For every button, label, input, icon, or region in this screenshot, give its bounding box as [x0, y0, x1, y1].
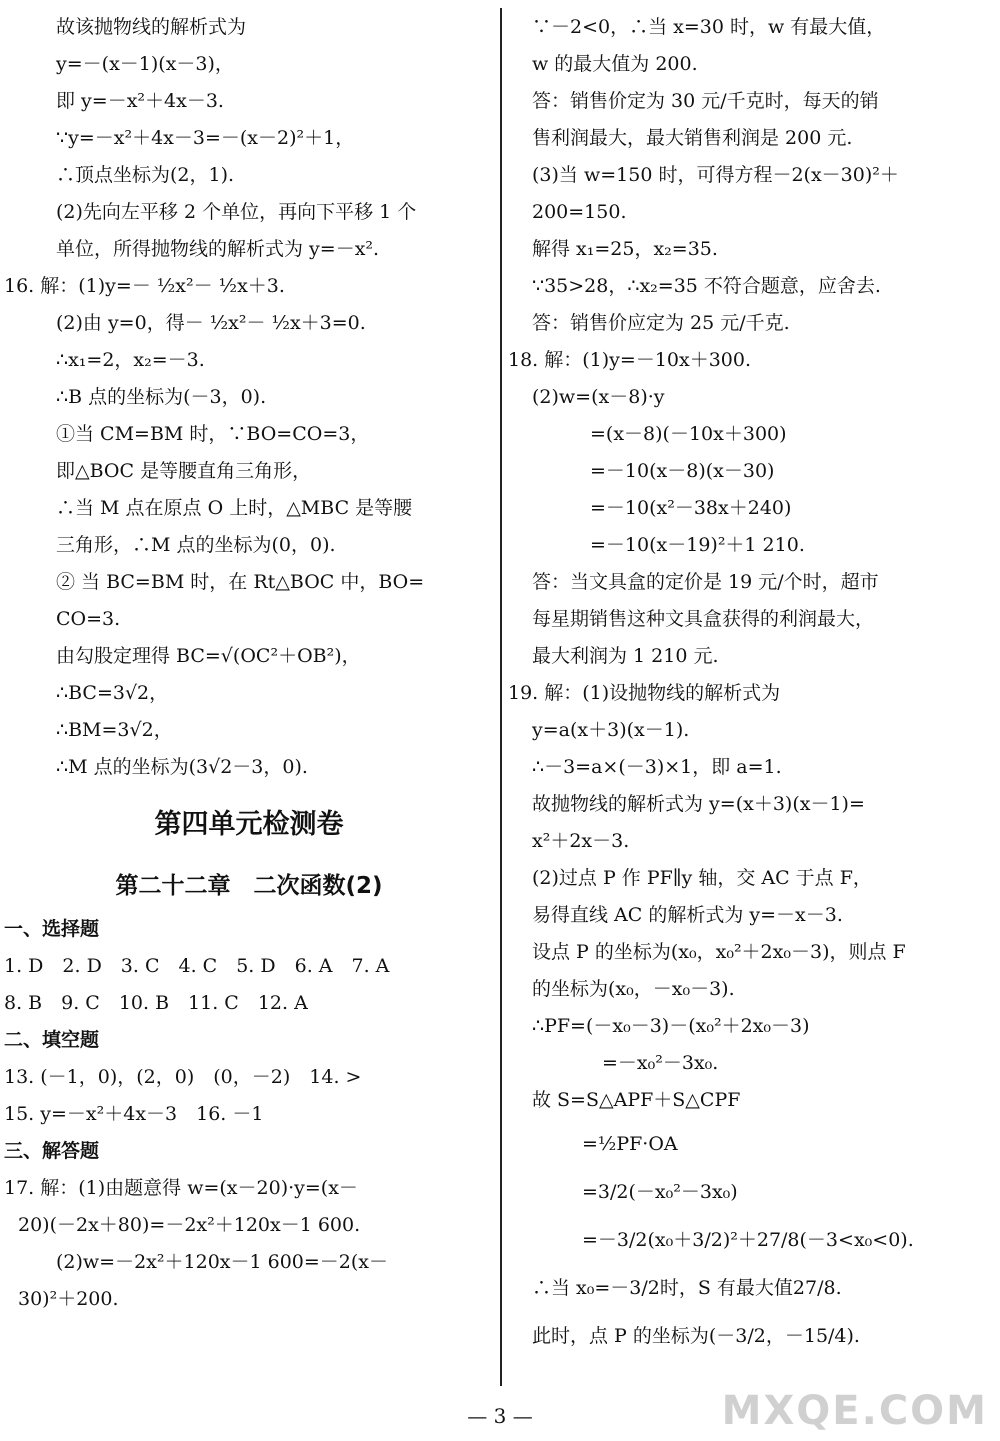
text-line: 即 y=－x²＋4x－3. — [56, 90, 224, 112]
choice-answers-row-1: 1. D 2. D 3. C 4. C 5. D 6. A 7. A — [4, 955, 390, 977]
text-line: (2)由 y=0，得－ ½x²－ ½x＋3=0. — [56, 312, 366, 334]
q16-first-line: 16. 解：(1)y=－ ½x²－ ½x＋3. — [4, 275, 285, 297]
page-number: — 3 — — [467, 1404, 533, 1428]
unit-title: 第四单元检测卷 — [154, 809, 344, 840]
section-choice: 一、选择题 — [4, 918, 100, 940]
text-line: 由勾股定理得 BC=√(OC²＋OB²)， — [56, 645, 361, 667]
text-line: 20)(－2x＋80)=－2x²＋120x－1 600. — [18, 1214, 361, 1236]
text-line: ∴B 点的坐标为(－3，0). — [56, 386, 267, 408]
equation-step: =－10(x－19)²＋1 210. — [590, 534, 805, 556]
section-solve: 三、解答题 — [4, 1140, 100, 1162]
q18-steps — [532, 421, 982, 558]
equation-step: =－10(x－8)(x－30) — [590, 460, 775, 482]
text-line: CO=3. — [56, 608, 121, 630]
text-line: (2)过点 P 作 PF∥y 轴，交 AC 于点 F， — [532, 867, 872, 889]
text-line: 200=150. — [532, 201, 627, 223]
text-line: y=－(x－1)(x－3)， — [56, 53, 234, 75]
equation-step: =½PF·OA — [582, 1133, 678, 1155]
text-line: 17. 解：(1)由题意得 w=(x－20)·y=(x－ — [4, 1177, 358, 1199]
q18-w-line: (2)w=(x－8)·y — [532, 386, 665, 408]
text-line: 的坐标为(x₀，－x₀－3). — [532, 978, 735, 1000]
left-lines-a — [18, 14, 480, 262]
text-line: x²＋2x－3. — [532, 830, 630, 852]
left-lines-b — [18, 310, 480, 780]
text-line: 故抛物线的解析式为 y=(x＋3)(x－1)= — [532, 793, 865, 815]
text-line: 答：销售价应定为 25 元/千克. — [532, 312, 790, 334]
text-line: ∴当 M 点在原点 O 上时，△MBC 是等腰 — [56, 497, 413, 519]
watermark-logo: MXQE.COM — [721, 1388, 988, 1434]
text-line: 即△BOC 是等腰直角三角形， — [56, 460, 312, 482]
text-line: ∵－2<0，∴当 x=30 时，w 有最大值， — [532, 16, 886, 38]
equation-step: =－3/2(x₀＋3/2)²＋27/8(－3<x₀<0). — [582, 1229, 914, 1251]
equation-step: =－10(x²－38x＋240) — [590, 497, 792, 519]
text-line: 每星期销售这种文具盒获得的利润最大， — [532, 608, 875, 630]
chapter-title: 第二十二章 二次函数(2) — [115, 873, 383, 899]
s-first-line: 故 S=S△APF＋S△CPF — [532, 1089, 741, 1111]
left-column — [4, 14, 480, 1323]
q19-lines — [532, 717, 982, 1039]
q18-answer — [532, 569, 982, 669]
text-line: y=a(x＋3)(x－1). — [532, 719, 690, 741]
text-line: ∴－3=a×(－3)×1，即 a=1. — [532, 756, 782, 778]
q18-first-line: 18. 解：(1)y=－10x＋300. — [508, 349, 752, 371]
text-line: 易得直线 AC 的解析式为 y=－x－3. — [532, 904, 843, 926]
q17-lines — [4, 1175, 480, 1312]
fill-answers-row-2: 15. y=－x²＋4x－3 16. －1 — [4, 1103, 264, 1125]
text-line: ∴当 x₀=－3/2时，S 有最大值27/8. — [532, 1277, 842, 1299]
text-line: 解得 x₁=25，x₂=35. — [532, 238, 718, 260]
right-column — [508, 14, 982, 1364]
text-line: 三角形，∴M 点的坐标为(0，0). — [56, 534, 336, 556]
choice-answers-row-2: 8. B 9. C 10. B 11. C 12. A — [4, 992, 308, 1014]
text-line: 设点 P 的坐标为(x₀，x₀²＋2x₀－3)，则点 F — [532, 941, 906, 963]
text-line: ∵y=－x²＋4x－3=－(x－2)²＋1， — [56, 127, 355, 149]
text-line: ∴顶点坐标为(2，1). — [56, 164, 235, 186]
s-steps — [532, 1124, 982, 1260]
text-line: 30)²＋200. — [18, 1288, 119, 1310]
text-line: 答：销售价定为 30 元/千克时，每天的销 — [532, 90, 879, 112]
text-line: 最大利润为 1 210 元. — [532, 645, 719, 667]
text-line: ∴BC=3√2， — [56, 682, 169, 704]
equation-step: =3/2(－x₀²－3x₀) — [582, 1181, 738, 1203]
text-line: w 的最大值为 200. — [532, 53, 698, 75]
text-line: (2)w=－2x²＋120x－1 600=－2(x－ — [56, 1251, 389, 1273]
q19-first-line: 19. 解：(1)设抛物线的解析式为 — [508, 682, 781, 704]
text-line: ② 当 BC=BM 时，在 Rt△BOC 中，BO= — [56, 571, 425, 593]
text-line: ∴x₁=2，x₂=－3. — [56, 349, 205, 371]
text-line: ∴BM=3√2， — [56, 719, 173, 741]
column-divider — [500, 8, 502, 1386]
text-line: ①当 CM=BM 时，∵BO=CO=3， — [56, 423, 370, 445]
text-line: 此时，点 P 的坐标为(－3/2，－15/4). — [532, 1325, 860, 1347]
text-line: 答：当文具盒的定价是 19 元/个时，超市 — [532, 571, 879, 593]
equation-step: =(x－8)(－10x＋300) — [590, 423, 787, 445]
text-line: (2)先向左平移 2 个单位，再向下平移 1 个 — [56, 201, 417, 223]
fill-answers-row-1: 13. (－1，0)，(2，0) (0，－2) 14. > — [4, 1066, 362, 1088]
text-line: 单位，所得抛物线的解析式为 y=－x². — [56, 238, 380, 260]
section-fill: 二、填空题 — [4, 1029, 100, 1051]
text-line: ∴M 点的坐标为(3√2－3，0). — [56, 756, 308, 778]
right-lines-a — [532, 14, 982, 336]
text-line: ∴PF=(－x₀－3)－(x₀²＋2x₀－3) — [532, 1015, 810, 1037]
text-line: 售利润最大，最大销售利润是 200 元. — [532, 127, 853, 149]
text-line: 故该抛物线的解析式为 — [56, 16, 247, 38]
text-line: ∵35>28，∴x₂=35 不符合题意，应舍去. — [532, 275, 881, 297]
text-line: (3)当 w=150 时，可得方程－2(x－30)²＋ — [532, 164, 899, 186]
pf-result: =－x₀²－3x₀. — [602, 1052, 719, 1074]
conclusion — [532, 1268, 982, 1356]
